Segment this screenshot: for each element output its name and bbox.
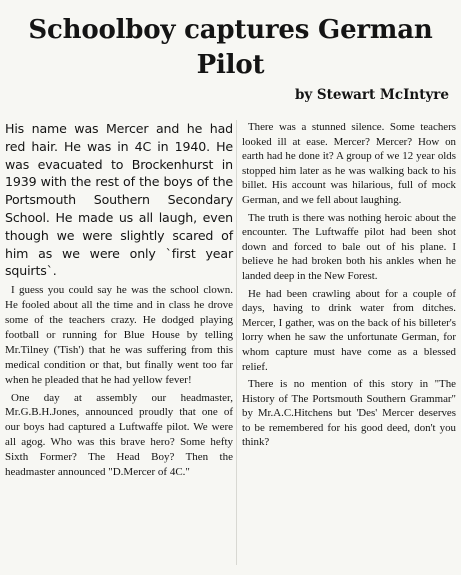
paragraph-assembly: One day at assembly our headmaster, Mr.G.B.H.Jones, announced proudly that one of our boys had captured a Luftwaffe pilot. We were all agog. Who was this brave hero? Some hefty Sixth Former? The Head Boy? Then the headmaster announced "D.Mercer of 4C." xyxy=(5,391,233,479)
paragraph-no-mention: There is no mention of this story in "The History of The Portsmouth Southern Grammar" by Mr.A.C.Hitchens but 'Des' Mercer deserves to be remembered for his good deed, don't you think? xyxy=(242,378,456,449)
column-divider xyxy=(236,120,237,565)
paragraph-crawling: He had been crawling about for a couple of days, having to drink water from ditches. Mercer, I gather, was on the back of his billeter's lorry when he saw the unfortunate German, for whom capture must have come as a blessed relief. xyxy=(242,287,456,373)
left-column xyxy=(5,120,233,480)
paragraph-encounter-truth: The truth is there was nothing heroic about the encounter. The Luftwaffe pilot had been shot down and forced to bale out of his plane. I believe he had broken both his ankles when he landed deep in the New Forest. xyxy=(242,211,456,282)
paragraph-school-clown: I guess you could say he was the school clown. He fooled about all the time and in class he drove some of the teachers crazy. He dodged playing football or running for Blue House by telling Mr.Tilney ('Tish') that he was suffering from this medical condition or that, but finally went too far when he pleaded that he had yellow fever! xyxy=(5,284,233,386)
intro-paragraph: His name was Mercer and he had red hair. He was in 4C in 1940. He was evacuated to Brockenhurst in 1939 with the rest of the boys of the Portsmouth Southern Secondary School. He made us all laugh, even though we were slightly scared of him as we were only `first year squirts`. xyxy=(5,121,233,279)
article-headline: Schoolboy captures German Pilot xyxy=(28,15,433,80)
article-byline: by Stewart McIntyre xyxy=(294,87,449,103)
right-column xyxy=(242,120,456,450)
paragraph-stunned-silence: There was a stunned silence. Some teachers looked ill at ease. Mercer? Mercer? How on earth had he done it? A group of we 12 year olds stopped him later as he was walking back to his billet. His account was hilarious, full of mock German, and we fell about laughing. xyxy=(242,121,456,206)
